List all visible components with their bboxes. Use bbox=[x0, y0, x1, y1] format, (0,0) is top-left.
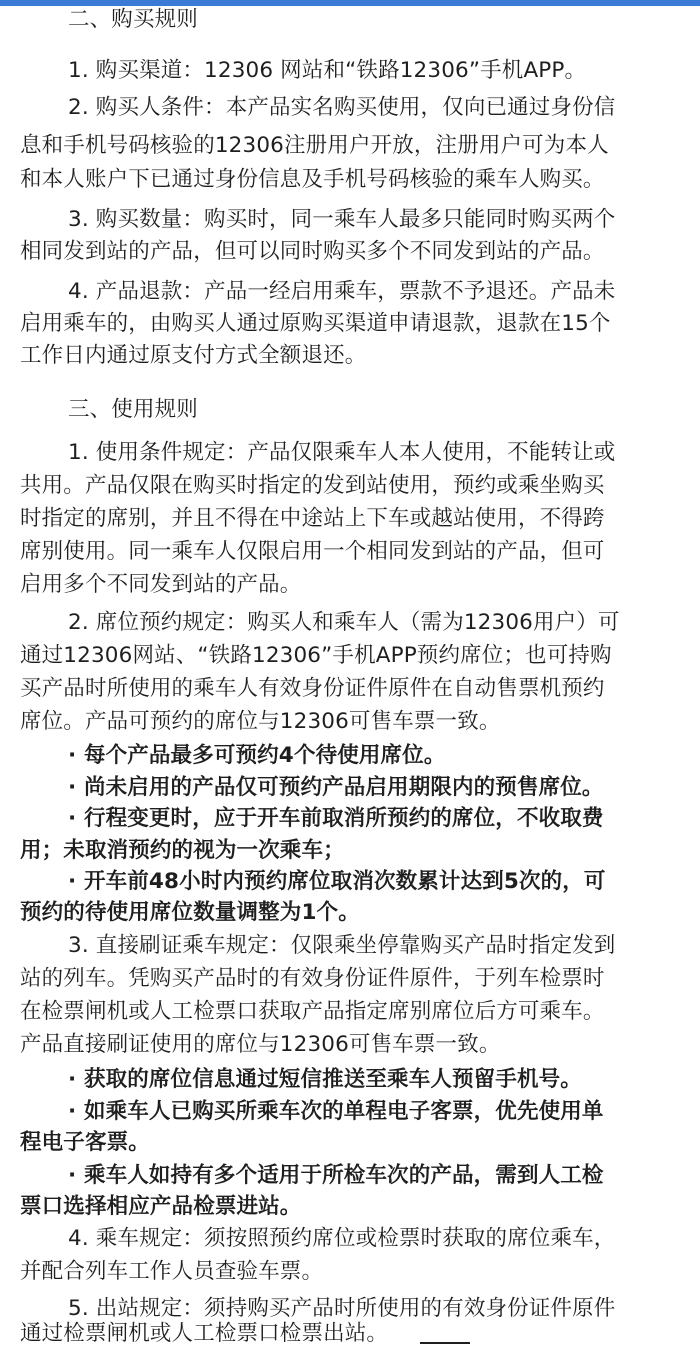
product-refund-line: 4. 产品退款：产品一经启用乘车，票款不予退还。产品未 bbox=[68, 279, 616, 304]
id-boarding-line: 3. 直接刷证乘车规定：仅限乘坐停靠购买产品时指定发到 bbox=[68, 933, 616, 958]
usage-condition-line: 1. 使用条件规定：产品仅限乘车人本人使用，不能转让或 bbox=[68, 440, 616, 465]
product-refund-line: 启用乘车的，由购买人通过原购买渠道申请退款，退款在15个 bbox=[20, 311, 611, 336]
seat-reservation-bullet: 用；未取消预约的视为一次乘车； bbox=[20, 838, 345, 863]
seat-reservation-line: 通过12306网站、“铁路12306”手机APP预约席位；也可持购 bbox=[20, 643, 612, 668]
seat-reservation-line: 2. 席位预约规定：购买人和乘车人（需为12306用户）可 bbox=[68, 610, 620, 635]
purchase-channel-text: 1. 购买渠道：12306 网站和“铁路12306”手机APP。 bbox=[68, 58, 587, 83]
product-refund-line: 工作日内通过原支付方式全额退还。 bbox=[20, 343, 367, 368]
exit-rules-line: 5. 出站规定：须持购买产品时所使用的有效身份证件原件 bbox=[68, 1296, 616, 1321]
buyer-condition-line: 息和手机号码核验的12306注册用户开放，注册用户可为本人 bbox=[20, 133, 609, 158]
seat-reservation-line: 席位。产品可预约的席位与12306可售车票一致。 bbox=[20, 709, 501, 734]
seat-reservation-bullet: · 行程变更时，应于开车前取消所预约的席位，不收取费 bbox=[68, 806, 604, 831]
purchase-quantity-line: 相同发到站的产品，但可以同时购买多个不同发到站的产品。 bbox=[20, 239, 605, 264]
id-boarding-bullet: 程电子客票。 bbox=[20, 1130, 150, 1155]
purchase-quantity-line: 3. 购买数量：购买时，同一乘车人最多只能同时购买两个 bbox=[68, 207, 616, 232]
seat-reservation-bullet: · 每个产品最多可预约4个待使用席位。 bbox=[68, 743, 446, 768]
id-boarding-line: 站的列车。凭购买产品时的有效身份证件原件，于列车检票时 bbox=[20, 966, 605, 991]
id-boarding-bullet: · 如乘车人已购买所乘车次的单程电子客票，优先使用单 bbox=[68, 1099, 604, 1124]
id-boarding-bullet: · 乘车人如持有多个适用于所检车次的产品，需到人工检 bbox=[68, 1163, 604, 1188]
id-boarding-line: 在检票闸机或人工检票口获取产品指定席别席位后方可乘车。 bbox=[20, 999, 605, 1024]
usage-condition-line: 启用多个不同发到站的产品。 bbox=[20, 572, 302, 597]
section-heading-usage: 三、使用规则 bbox=[68, 397, 198, 422]
usage-condition-line: 席别使用。同一乘车人仅限启用一个相同发到站的产品，但可 bbox=[20, 539, 605, 564]
section-heading-purchase: 二、购买规则 bbox=[68, 7, 198, 32]
exit-rules-line: 通过检票闸机或人工检票口检票出站。 bbox=[20, 1321, 389, 1346]
usage-condition-line: 时指定的席别，并且不得在中途站上下车或越站使用，不得跨 bbox=[20, 506, 605, 531]
buyer-condition-line: 和本人账户下已通过身份信息及手机号码核验的乘车人购买。 bbox=[20, 167, 605, 192]
seat-reservation-bullet: · 开车前48小时内预约席位取消次数累计达到5次的，可 bbox=[68, 869, 606, 894]
usage-condition-line: 共用。产品仅限在购买时指定的发到站使用，预约或乘坐购买 bbox=[20, 473, 605, 498]
id-boarding-line: 产品直接刷证使用的席位与12306可售车票一致。 bbox=[20, 1032, 501, 1057]
id-boarding-bullet: · 获取的席位信息通过短信推送至乘车人预留手机号。 bbox=[68, 1067, 582, 1092]
id-boarding-bullet: 票口选择相应产品检票进站。 bbox=[20, 1194, 302, 1219]
seat-reservation-line: 买产品时所使用的乘车人有效身份证件原件在自动售票机预约 bbox=[20, 676, 605, 701]
seat-reservation-bullet: · 尚未启用的产品仅可预约产品启用期限内的预售席位。 bbox=[68, 775, 604, 800]
trailing-underline bbox=[420, 1342, 470, 1344]
seat-reservation-bullet: 预约的待使用席位数量调整为1个。 bbox=[20, 900, 360, 925]
boarding-rules-line: 4. 乘车规定：须按照预约席位或检票时获取的席位乘车， bbox=[68, 1226, 616, 1251]
boarding-rules-line: 并配合列车工作人员查验车票。 bbox=[20, 1259, 324, 1284]
buyer-condition-line: 2. 购买人条件：本产品实名购买使用，仅向已通过身份信 bbox=[68, 95, 616, 120]
